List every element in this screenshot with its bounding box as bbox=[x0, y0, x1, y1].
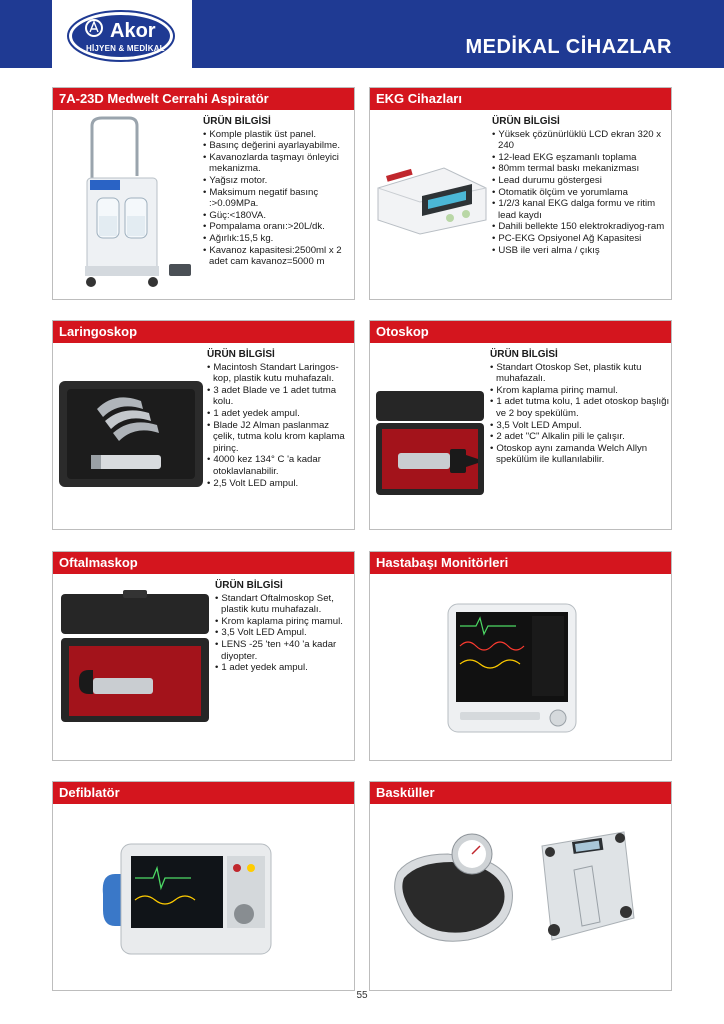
list-item: • Standart Otoskop Set, plastik kutu muhafazalı. bbox=[490, 362, 670, 385]
info-heading: ÜRÜN BİLGİSİ bbox=[207, 349, 275, 360]
product-card-oftalmaskop bbox=[52, 551, 355, 761]
list-item: • 12-lead EKG eşzamanlı toplama bbox=[492, 152, 670, 164]
product-info bbox=[492, 116, 670, 256]
product-card-scales bbox=[369, 781, 672, 991]
aspirator-device-icon bbox=[57, 116, 197, 296]
list-item: • 3,5 Volt LED Ampul. bbox=[215, 627, 353, 639]
list-item: • 1 adet yedek ampul. bbox=[215, 662, 353, 674]
product-title: Defiblatör bbox=[53, 782, 354, 804]
product-title: Basküller bbox=[370, 782, 671, 804]
product-title: 7A-23D Medwelt Cerrahi Aspiratör bbox=[53, 88, 354, 110]
list-item: • Komple plastik üst panel. bbox=[203, 129, 353, 141]
page-number: 55 bbox=[356, 990, 368, 1001]
product-info bbox=[203, 116, 353, 268]
list-item: • Standart Oftalmoskop Set, plastik kutu muhafazalı. bbox=[215, 593, 353, 616]
list-item: • Otomatik ölçüm ve yorumlama bbox=[492, 187, 670, 199]
otoscope-case-icon bbox=[374, 389, 486, 497]
feature-list bbox=[215, 593, 353, 674]
feature-list bbox=[207, 362, 353, 490]
list-item: • Yağsız motor. bbox=[203, 175, 353, 187]
list-item: • Maksimum negatif basınç :>0.09MPa. bbox=[203, 187, 353, 210]
list-item: • Güç:<180VA. bbox=[203, 210, 353, 222]
product-card-defibrillator bbox=[52, 781, 355, 991]
product-card-patient-monitor bbox=[369, 551, 672, 761]
list-item: • 3 adet Blade ve 1 adet tutma kolu. bbox=[207, 385, 353, 408]
info-heading: ÜRÜN BİLGİSİ bbox=[215, 580, 283, 591]
info-heading: ÜRÜN BİLGİSİ bbox=[490, 349, 558, 360]
product-title: Otoskop bbox=[370, 321, 671, 343]
digital-scale-icon bbox=[534, 826, 638, 946]
product-info bbox=[207, 349, 353, 489]
list-item: • Basınç değerini ayarlayabilme. bbox=[203, 140, 353, 152]
list-item: • Blade J2 Alman paslanmaz çelik, tutma kolu krom kaplama pirinç. bbox=[207, 420, 353, 455]
page-header bbox=[0, 0, 724, 68]
list-item: • Kavanozlarda taşmayı önleyici mekanizma. bbox=[203, 152, 353, 175]
list-item: • 2 adet "C" Alkalin pili le çalışır. bbox=[490, 431, 670, 443]
list-item: • PC-EKG Opsiyonel Ağ Kapasitesi bbox=[492, 233, 670, 245]
list-item: • Macintosh Standart Laringos-kop, plastik kutu muhafazalı. bbox=[207, 362, 353, 385]
product-card-aspirator bbox=[52, 87, 355, 300]
list-item: • USB ile veri alma / çıkış bbox=[492, 245, 670, 257]
logo-subtitle: HİJYEN & MEDİKAL bbox=[86, 44, 165, 53]
list-item: • 1/2/3 kanal EKG dalga formu ve ritim lead kaydı bbox=[492, 198, 670, 221]
product-info bbox=[215, 580, 353, 674]
product-title: EKG Cihazları bbox=[370, 88, 671, 110]
info-heading: ÜRÜN BİLGİSİ bbox=[492, 116, 560, 127]
page-title: MEDİKAL CİHAZLAR bbox=[465, 36, 672, 58]
list-item: • 2,5 Volt LED ampul. bbox=[207, 478, 353, 490]
list-item: • Krom kaplama pirinç mamul. bbox=[215, 616, 353, 628]
list-item: • 80mm termal baskı mekanizması bbox=[492, 163, 670, 175]
info-heading: ÜRÜN BİLGİSİ bbox=[203, 116, 271, 127]
list-item: • Yüksek çözünürlüklü LCD ekran 320 x 240 bbox=[492, 129, 670, 152]
feature-list bbox=[490, 362, 670, 466]
patient-monitor-icon bbox=[446, 602, 586, 738]
product-info bbox=[490, 349, 670, 466]
ophthalmoscope-case-icon bbox=[57, 590, 213, 726]
list-item: • LENS -25 'ten +40 'a kadar diyopter. bbox=[215, 639, 353, 662]
list-item: • Pompalama oranı:>20L/dk. bbox=[203, 221, 353, 233]
logo-brand: Akor bbox=[110, 20, 156, 42]
akor-logo bbox=[66, 8, 176, 64]
product-title: Oftalmaskop bbox=[53, 552, 354, 574]
list-item: • 3,5 Volt LED Ampul. bbox=[490, 420, 670, 432]
product-card-laringoskop bbox=[52, 320, 355, 530]
list-item: • Dahili bellekte 150 elektrokradiyog-ram bbox=[492, 221, 670, 233]
list-item: • Otoskop aynı zamanda Welch Allyn spekülüm ile kullanılabilir. bbox=[490, 443, 670, 466]
feature-list bbox=[203, 129, 353, 268]
laryngoscope-case-icon bbox=[57, 379, 205, 489]
list-item: • 1 adet yedek ampul. bbox=[207, 408, 353, 420]
product-title: Laringoskop bbox=[53, 321, 354, 343]
analog-scale-icon bbox=[388, 832, 518, 948]
product-card-otoskop bbox=[369, 320, 672, 530]
list-item: • Ağırlık:15,5 kg. bbox=[203, 233, 353, 245]
defibrillator-icon bbox=[101, 834, 277, 962]
product-card-ekg bbox=[369, 87, 672, 300]
list-item: • Kavanoz kapasitesi:2500ml x 2 adet cam kavanoz=5000 m bbox=[203, 245, 353, 268]
product-title: Hastabaşı Monitörleri bbox=[370, 552, 671, 574]
list-item: • Krom kaplama pirinç mamul. bbox=[490, 385, 670, 397]
ekg-device-icon bbox=[374, 148, 490, 238]
list-item: • Lead durumu göstergesi bbox=[492, 175, 670, 187]
list-item: • 4000 kez 134° C 'a kadar otoklavlanabilir. bbox=[207, 454, 353, 477]
feature-list bbox=[492, 129, 670, 257]
list-item: • 1 adet tutma kolu, 1 adet otoskop başlığı ve 2 boy spekülüm. bbox=[490, 396, 670, 419]
header-left-band bbox=[0, 0, 52, 68]
